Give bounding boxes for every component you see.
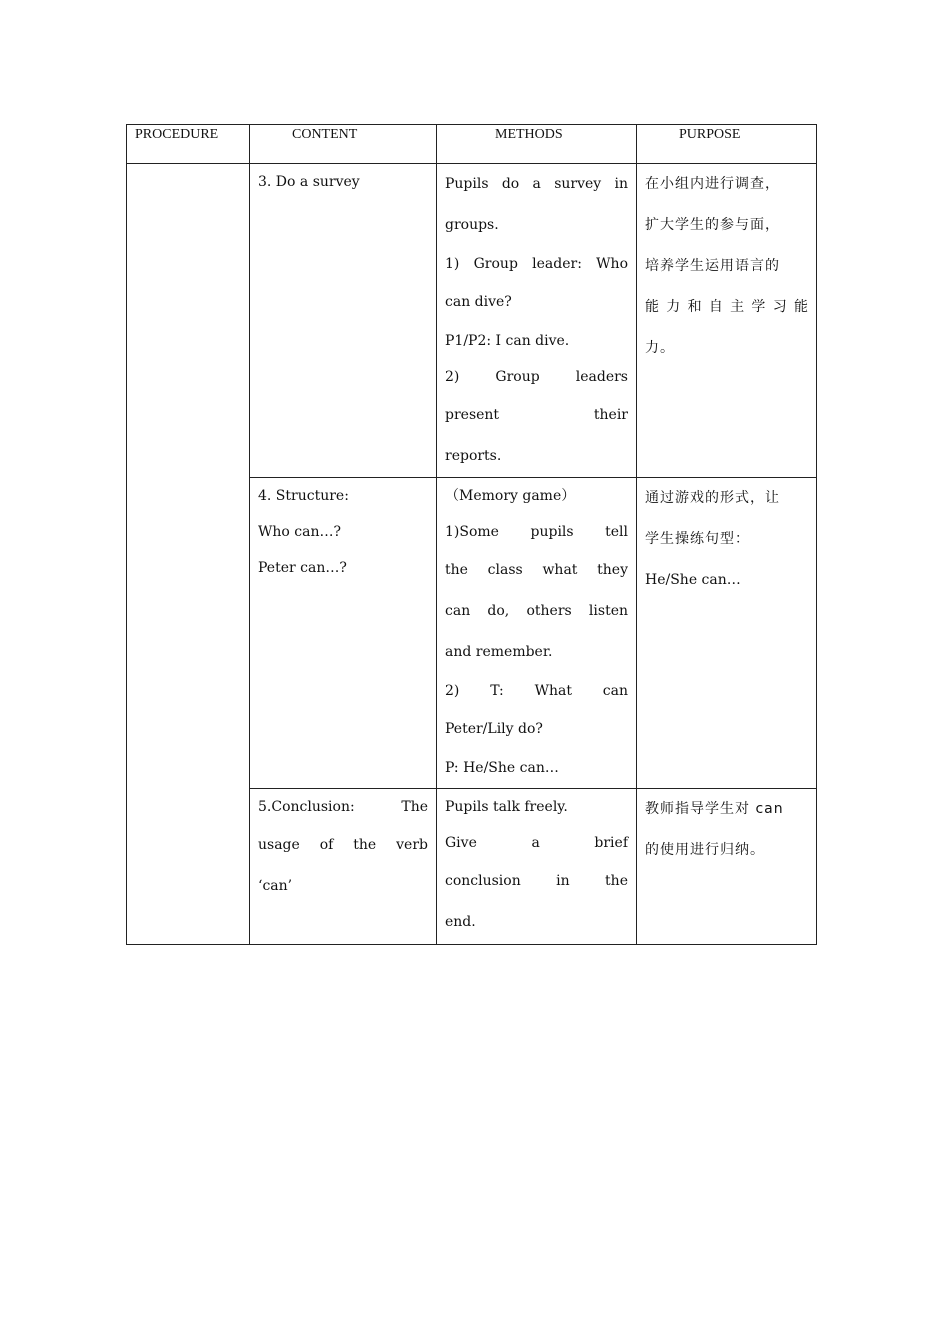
purpose-cell: 通过游戏的形式，让 学生操练句型： He/She can… xyxy=(637,478,817,789)
header-row xyxy=(127,125,817,164)
purpose-cell: 在小组内进行调查， 扩大学生的参与面， 培养学生运用语言的 能力和自主学习能 力。 xyxy=(637,164,817,478)
header-methods: METHODS xyxy=(437,125,637,164)
header-content: CONTENT xyxy=(250,125,437,164)
header-purpose: PURPOSE xyxy=(637,125,817,164)
content-cell: 3. Do a survey xyxy=(250,164,437,478)
header-procedure: PROCEDURE xyxy=(127,125,250,164)
content-cell: 4. Structure: Who can…? Peter can…? xyxy=(250,478,437,789)
procedure-cell xyxy=(127,164,250,945)
purpose-cell: 教师指导学生对 can 的使用进行归纳。 xyxy=(637,789,817,945)
methods-cell: Pupils do a survey in groups. 1) Group leader: Who can dive? P1/P2: I can dive. 2) Group leaders present their reports. xyxy=(437,164,637,478)
content-cell: 5.Conclusion: The usage of the verb ‘can’ xyxy=(250,789,437,945)
methods-cell: Pupils talk freely. Give a brief conclusion in the end. xyxy=(437,789,637,945)
table-row xyxy=(127,164,817,478)
methods-cell: （Memory game） 1)Some pupils tell the class what they can do, others listen and remember. 2) T: What can Peter/Lily do? P: He/She can… xyxy=(437,478,637,789)
lesson-plan-table xyxy=(126,124,817,945)
